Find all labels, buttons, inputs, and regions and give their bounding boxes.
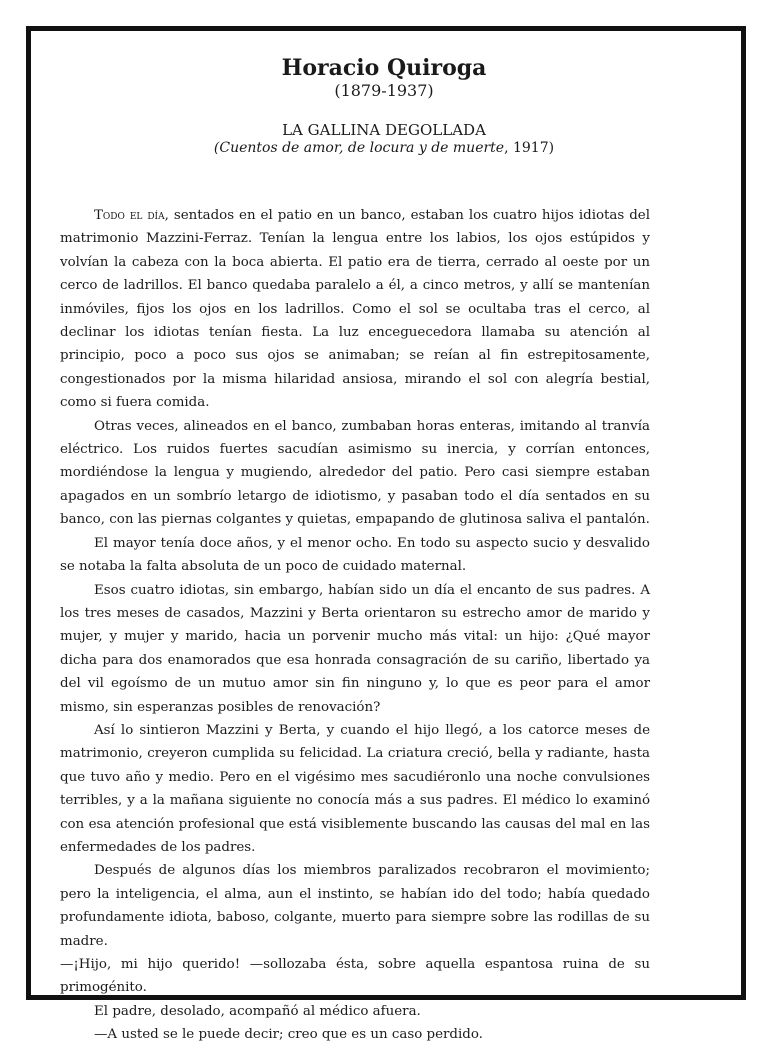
paragraph-1 [60,204,650,415]
paragraph-4: Esos cuatro idiotas, sin embargo, habían sido un día el encanto de sus padres. A los tres meses de casados, Mazzini y Berta orientaron su estrecho amor de marido y mujer, y mujer y marido, hacia un porvenir mucho más vital: un hijo: ¿Qué mayor dicha para dos enamorados que esa honrada consagración de su cariño, libertado ya del vil egoísmo de un mutuo amor sin fin ninguno y, lo que es peor para el amor mismo, sin esperanzas posibles de renovación? [60,582,650,715]
paragraph-9-dialogue: —A usted se le puede decir; creo que es un caso perdido. [94,1027,483,1043]
document-header [0,55,768,157]
paragraph-6: Después de algunos días los miembros paralizados recobraron el movimiento; pero la inteligencia, el alma, aun el instinto, se habían ido del todo; había quedado profundamente idiota, baboso, colgante, muerto para siempre sobre las rodillas de su madre. [60,863,650,949]
paragraph-5: Así lo sintieron Mazzini y Berta, y cuando el hijo llegó, a los catorce meses de matrimonio, creyeron cumplida su felicidad. La criatura creció, bella y radiante, hasta que tuvo año y medio. Pero en el vigésimo mes sacudiéronlo una noche convulsiones terribles, y a la mañana siguiente no conocía más a sus padres. El médico lo examinó con esa atención profesional que está visiblemente buscando las causas del mal en las enfermedades de los padres. [60,722,650,855]
paragraph-2: Otras veces, alineados en el banco, zumbaban horas enteras, imitando al tranvía eléctrico. Los ruidos fuertes sacudían asimismo su inercia, y corrían entonces, mordiéndose la lengua y mugiendo, alrededor del patio. Pero casi siempre estaban apagados en un sombrío letargo de idiotismo, y pasaban todo el día sentados en su banco, con las piernas colgantes y quietas, empapando de glutinosa saliva el pantalón. [60,418,650,528]
author-name: Horacio Quiroga [281,55,487,81]
source-open: ( [213,140,220,156]
paragraph-3: El mayor tenía doce años, y el menor ocho. En todo su aspecto sucio y desvalido se notaba la falta absoluta de un poco de cuidado maternal. [60,535,650,575]
paragraph-7-dialogue: —¡Hijo, mi hijo querido! —sollozaba ésta, sobre aquella espantosa ruina de su primogénito. [60,957,650,996]
paragraph-1-text: , sentados en el patio en un banco, estaban los cuatro hijos idiotas del matrimonio Mazzini-Ferraz. Tenían la lengua entre los labios, los ojos estúpidos y volvían la cabeza con la boca abierta. El patio era de tierra, cerrado al oeste por un cerco de ladrillos. El banco quedaba paralelo a él, a cinco metros, y allí se mantenían inmóviles, fijos los ojos en los ladrillos. Como el sol se ocultaba tras el cerco, al declinar los idiotas tenían fiesta. La luz enceguecedora llamaba su atención al principio, poco a poco sus ojos se animaban; se reían al fin estrepitosamente, congestionados por la misma hilaridad ansiosa, mirando el sol con alegría bestial, como si fuera comida. [60,208,651,411]
story-body [60,204,650,1047]
story-title: LA GALLINA DEGOLLADA [282,121,486,139]
paragraph-8: El padre, desolado, acompañó al médico afuera. [94,1003,421,1019]
story-source [0,139,768,157]
author-years: (1879-1937) [334,81,434,100]
source-year: , 1917) [504,140,555,156]
source-book: Cuentos de amor, de locura y de muerte [219,140,505,156]
lead-in-small-caps: Todo el día [94,208,165,223]
